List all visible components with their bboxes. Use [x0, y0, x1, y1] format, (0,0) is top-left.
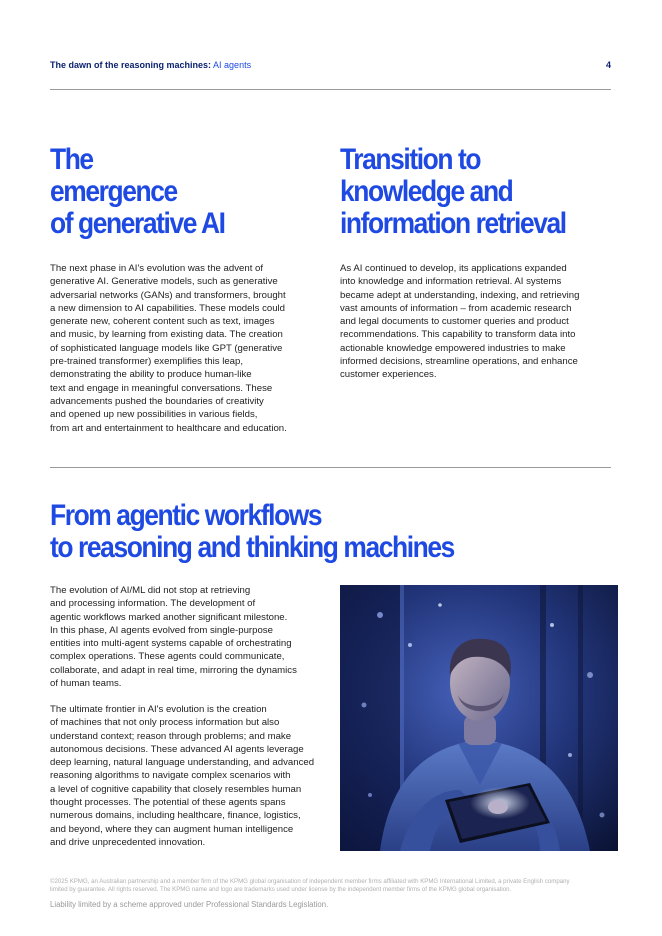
body-line: generative AI. Generative models, such as generative	[50, 276, 278, 288]
legal-notice	[50, 878, 620, 894]
section-heading-agentic-workflows	[50, 500, 454, 564]
body-line: of human teams.	[50, 678, 122, 690]
photo-man-with-tablet	[340, 585, 618, 851]
document-title-bold: The dawn of the reasoning machines:	[50, 60, 212, 70]
body-line: As AI continued to develop, its applications expanded	[340, 263, 567, 274]
body-line: vast amounts of information – from academic research	[340, 302, 572, 314]
heading-line: Transition to	[340, 143, 481, 176]
body-line: and drive unprecedented innovation.	[50, 836, 206, 848]
body-line: and opened up new possibilities in various fields,	[50, 409, 258, 421]
body-line: a level of cognitive capability that closely resembles human	[50, 783, 302, 795]
legal-line: ©2025 KPMG, an Australian partnership and a member firm of the KPMG global organisation of independent member firms affiliated with KPMG International Limited, a private English company	[50, 878, 570, 885]
photo-illustration	[340, 585, 618, 851]
heading-line: knowledge and	[340, 175, 513, 208]
body-line: generate new, coherent content such as text, images	[50, 316, 275, 328]
section-body-generative-ai	[50, 262, 287, 435]
body-line: autonomous decisions. These advanced AI agents leverage	[50, 743, 304, 755]
section-body-agentic-paragraph-2	[50, 703, 314, 849]
body-line: a new dimension to AI capabilities. These models could	[50, 302, 286, 314]
body-line: The ultimate frontier in AI's evolution is the creation	[50, 704, 267, 715]
section-body-agentic-paragraph-1	[50, 584, 297, 690]
body-line: from art and entertainment to healthcare and education.	[50, 422, 287, 434]
section-body-knowledge-retrieval	[340, 262, 579, 382]
page-number: 4	[605, 60, 611, 70]
body-line: text and engage in meaningful conversations. These	[50, 382, 273, 394]
body-line: pre-trained transformer) exemplifies this leap,	[50, 356, 244, 368]
running-header	[50, 60, 611, 74]
body-line: The next phase in AI's evolution was the advent of	[50, 263, 264, 274]
body-line: and legal documents to customer queries and product	[340, 316, 569, 328]
section-heading-generative-ai	[50, 144, 225, 240]
heading-line: information retrieval	[340, 207, 566, 240]
body-line: into knowledge and information retrieval. AI systems	[340, 276, 562, 288]
body-line: The evolution of AI/ML did not stop at retrieving	[50, 585, 251, 596]
body-line: became adept at understanding, indexing, and retrieving	[340, 289, 580, 301]
body-line: understand context; reason through problems; and make	[50, 730, 292, 742]
heading-line: to reasoning and thinking machines	[50, 531, 454, 564]
body-line: complex operations. These agents could communicate,	[50, 651, 285, 663]
body-line: of machines that not only process information but also	[50, 717, 280, 729]
body-line: recommendations. This capability to transform data into	[340, 329, 576, 341]
body-line: collaborate, and adapt in real time, mirroring the dynamics	[50, 664, 297, 676]
body-line: In this phase, AI agents evolved from single-purpose	[50, 624, 273, 636]
body-line: informed decisions, streamline operations, and enhance	[340, 356, 578, 368]
header-divider	[50, 89, 611, 90]
body-line: advancements pushed the boundaries of creativity	[50, 395, 264, 407]
body-line: customer experiences.	[340, 369, 437, 381]
body-line: entities into multi-agent systems capable of orchestrating	[50, 638, 292, 650]
heading-line: The	[50, 143, 93, 176]
body-line: thought processes. The potential of these agents spans	[50, 797, 286, 809]
section-heading-knowledge-retrieval	[340, 144, 566, 240]
heading-line: From agentic workflows	[50, 499, 322, 532]
body-line: reasoning algorithms to navigate complex scenarios with	[50, 770, 291, 782]
body-line: deep learning, natural language understanding, and advanced	[50, 757, 315, 769]
body-line: and music, by learning from existing data. The creation	[50, 329, 283, 341]
body-line: and beyond, where they can augment human intelligence	[50, 823, 294, 835]
body-line: and processing information. The development of	[50, 598, 256, 610]
document-title	[50, 60, 251, 70]
document-title-sub: AI agents	[213, 60, 252, 70]
heading-line: emergence	[50, 175, 177, 208]
body-line: demonstrating the ability to produce human-like	[50, 369, 252, 381]
body-line: adversarial networks (GANs) and transformers, brought	[50, 289, 286, 301]
body-line: of sophisticated language models like GPT (generative	[50, 342, 283, 354]
legal-line: limited by guarantee. All rights reserved. The KPMG name and logo are trademarks used under license by the independent member firms of the KPMG global organisation.	[50, 886, 512, 893]
liability-notice: Liability limited by a scheme approved under Professional Standards Legislation.	[50, 900, 329, 909]
body-line: numerous domains, including healthcare, finance, logistics,	[50, 810, 301, 822]
body-line: actionable knowledge empowered industries to make	[340, 342, 566, 354]
heading-line: of generative AI	[50, 207, 225, 240]
section-divider	[50, 467, 611, 468]
body-line: agentic workflows marked another significant milestone.	[50, 611, 288, 623]
